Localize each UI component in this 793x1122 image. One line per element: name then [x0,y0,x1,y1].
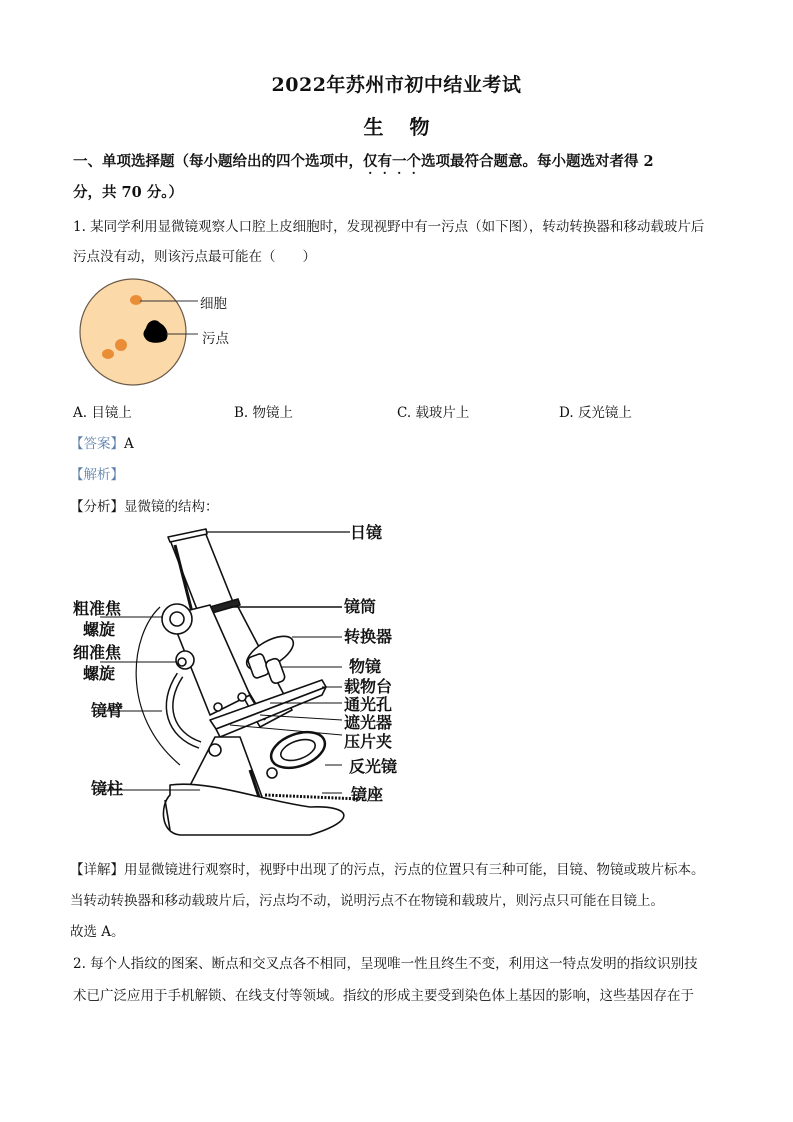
option-text: 目镜上 [91,405,132,421]
option-d[interactable] [559,401,632,421]
section-heading-post: 选项最符合题意。每小题选对者得 2 [421,153,654,170]
option-c[interactable] [397,401,469,421]
label-stage-hole: 通光孔 [344,695,393,714]
figure-leader-lines [180,290,200,340]
label-diaphragm: 遮光器 [344,713,393,732]
q1-stem-line2: 污点没有动，则该污点最可能在（ ） [73,249,316,265]
label-fine-adjust-2: 螺旋 [83,664,116,683]
option-text: 载玻片上 [415,405,470,421]
option-key: A. [73,405,88,421]
subject-char-1: 生 [363,115,384,139]
label-fine-adjust-1: 细准焦 [73,643,122,662]
subject-title [0,111,793,140]
detail-label: 【详解】 [70,862,124,878]
answer-line [70,432,134,452]
section-heading-pre: 一、单项选择题（每小题给出的四个选项中， [73,153,363,170]
q2-stem-line1: 2. 每个人指纹的图案、断点和交叉点各不相同，呈现唯一性且终生不变，利用这一特点发明的指纹识别技 [73,956,698,972]
detail-text-1: 用显微镜进行观察时，视野中出现了的污点，污点的位置只有三种可能，目镜、物镜或玻片标本。 [124,862,705,878]
answer-label: 【答案】 [70,436,124,452]
fenxi-text: 显微镜的结构： [124,499,219,515]
emphasis-char: 有 [377,153,392,170]
label-spot: 污点 [202,331,229,347]
label-coarse-adjust-2: 螺旋 [83,620,116,639]
option-key: D. [559,405,574,421]
label-stage-clip: 压片夹 [344,732,393,751]
label-coarse-adjust-1: 粗准焦 [73,599,122,618]
fenxi-label: 【分析】 [70,499,124,515]
detail-line2: 当转动转换器和移动载玻片后，污点均不动，说明污点不在物镜和载玻片，则污点只可能在目镜上。 [70,893,664,909]
section-heading-line1 [73,150,654,171]
label-eyepiece: 日镜 [350,523,383,542]
option-key: B. [234,405,249,421]
label-base: 镜座 [351,785,384,804]
emphasis-char: 一 [392,153,407,170]
label-mirror: 反光镜 [349,757,398,776]
analysis-label: 【解析】 [70,467,124,483]
option-b[interactable] [234,401,293,421]
label-nosepiece: 转换器 [344,627,393,646]
section-heading-line2: 分，共 70 分。） [73,184,184,201]
q2-stem-line2: 术已广泛应用于手机解锁、在线支付等领域。指纹的形成主要受到染色体上基因的影响，这些基因存在于 [73,988,694,1004]
label-stage: 载物台 [344,677,393,696]
option-text: 物镜上 [252,405,294,421]
q1-stem-line1: 1. 某同学利用显微镜观察人口腔上皮细胞时，发现视野中有一污点（如下图），转动转换器和移动载玻片后 [73,219,705,235]
answer-value: A [124,436,134,452]
option-key: C. [397,405,412,421]
subject-char-2: 物 [409,115,430,139]
label-cell: 细胞 [200,296,227,312]
option-a[interactable] [73,401,132,421]
field-of-view-figure [78,276,188,388]
emphasis-char: 个 [406,153,421,170]
emphasis-char: 仅 [363,153,378,170]
label-objective: 物镜 [349,657,382,676]
detail-line1 [70,858,705,878]
label-pillar: 镜柱 [91,779,124,798]
label-body-tube: 镜筒 [344,597,377,616]
option-text: 反光镜上 [577,405,632,421]
conclusion: 故选 A。 [70,924,125,940]
fenxi-line [70,495,219,515]
label-arm: 镜臂 [91,701,124,720]
exam-title: 2022年苏州市初中结业考试 [271,74,522,96]
